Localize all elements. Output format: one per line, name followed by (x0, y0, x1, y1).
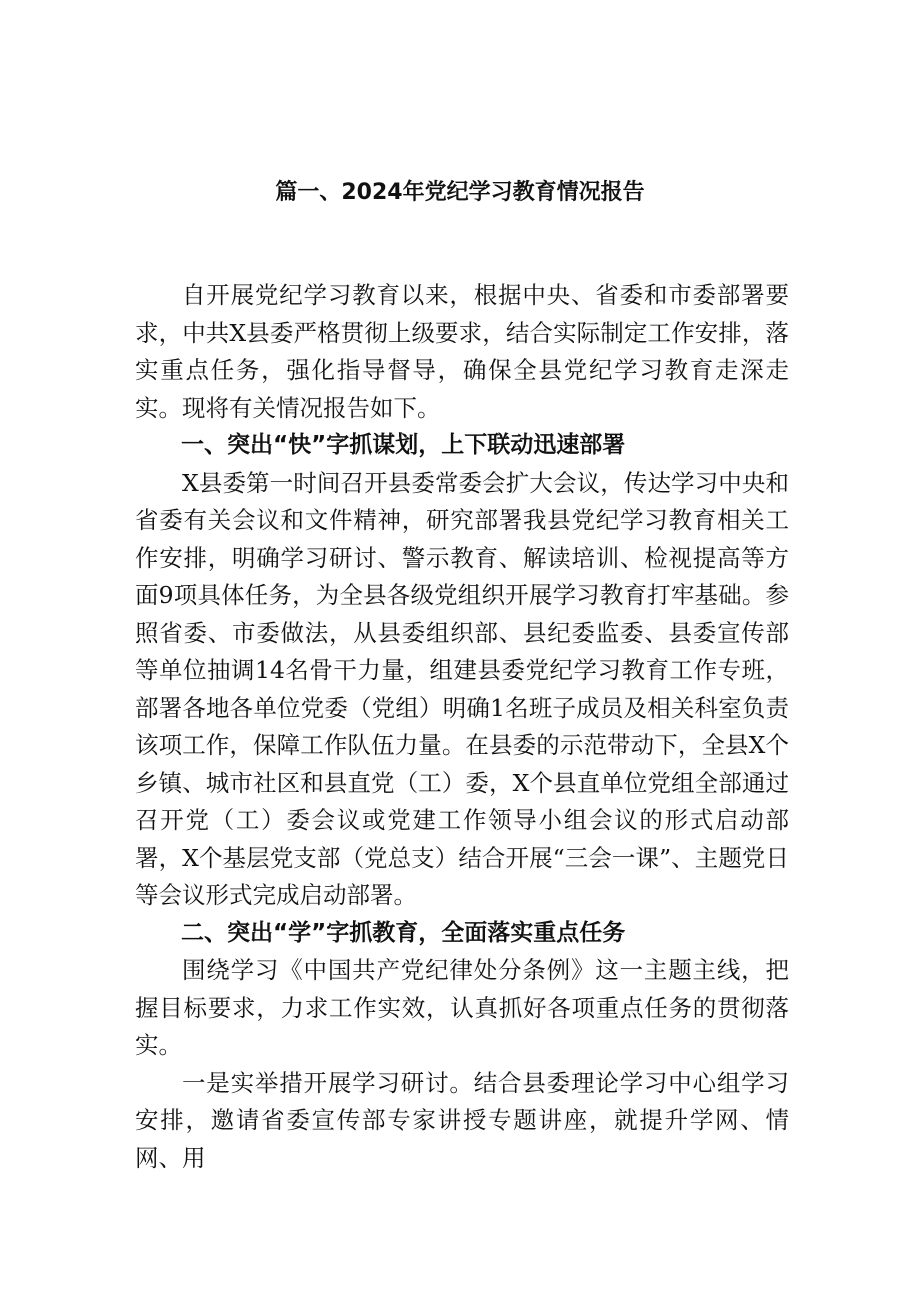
section-1-paragraph: X县委第一时间召开县委常委会扩大会议，传达学习中央和省委有关会议和文件精神，研究部署我县党纪学习教育相关工作安排，明确学习研讨、警示教育、解读培训、检视提高等方面9项具体任务，为全县各级党组织开展学习教育打牢基础。参照省委、市委做法，从县委组织部、县纪委监委、县委宣传部等单位抽调14名骨干力量，组建县委党纪学习教育工作专班，部署各地各单位党委（党组）明确1名班子成员及相关科室负责该项工作，保障工作队伍力量。在县委的示范带动下，全县X个乡镇、城市社区和县直党（工）委，X个县直单位党组全部通过召开党（工）委会议或党建工作领导小组会议的形式启动部署，X个基层党支部（党总支）结合开展“三会一课”、主题党日等会议形式完成启动部署。 (135, 468, 789, 909)
section-2-paragraph: 围绕学习《中国共产党纪律处分条例》这一主题主线，把握目标要求，力求工作实效，认真抓好各项重点任务的贯彻落实。 (135, 956, 789, 1059)
section-2-heading: 二、突出“学”字抓教育，全面落实重点任务 (181, 919, 626, 946)
section-1-heading: 一、突出“快”字抓谋划，上下联动迅速部署 (181, 432, 626, 458)
document-body (135, 277, 789, 1177)
section-2-paragraph: 一是实举措开展学习研讨。结合县委理论学习中心组学习安排，邀请省委宣传部专家讲授专题讲座，就提升学网、情网、用 (135, 1068, 789, 1172)
document-title: 篇一、2024年党纪学习教育情况报告 (275, 180, 645, 205)
intro-paragraph: 自开展党纪学习教育以来，根据中央、省委和市委部署要求，中共X县委严格贯彻上级要求，结合实际制定工作安排，落实重点任务，强化指导督导，确保全县党纪学习教育走深走实。现将有关情况报告如下。 (135, 281, 789, 422)
